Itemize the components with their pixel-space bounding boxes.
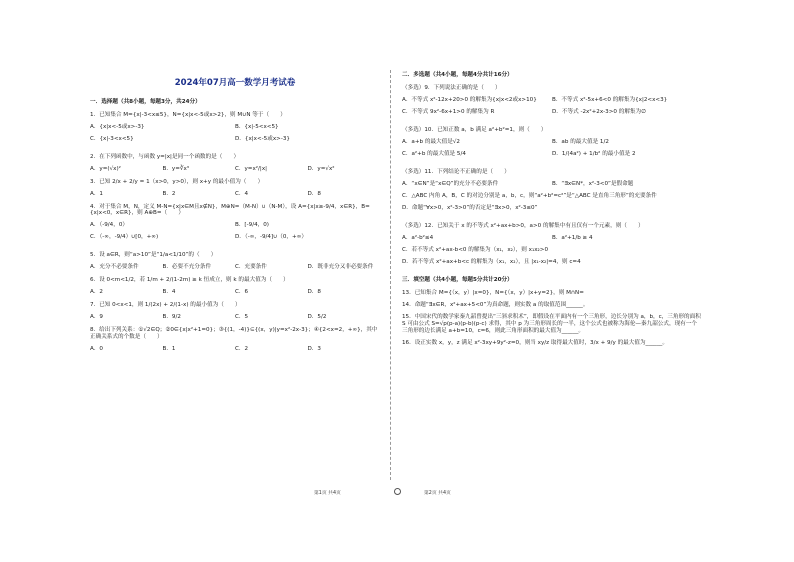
option-c: C．不等式 9x²-6x+1>0 的解集为 R: [402, 108, 495, 115]
question-text: （多选）9．下列说法正确的是（ ）: [402, 84, 501, 91]
binding-hole-icon: [394, 488, 401, 495]
option-c: C．4: [235, 190, 249, 197]
question-text: 14．命题“∃x∈R，x²+ax+5<0”为真命题，则实数 a 的取值范围______。: [402, 301, 589, 308]
option-b: B．[-9/4，0): [235, 222, 269, 229]
question-text: 5．设 a∈R，则“a>10”是“1/a<1/10”的（ ）: [90, 252, 217, 259]
option-b: B．必要不充分条件: [162, 264, 212, 271]
question-text: 6．设 0<m<1/2，若 1/m + 2/(1-2m) ≥ k 恒成立，则 k 的最大值为（ ）: [90, 277, 289, 284]
question-text: 8．给出下列关系：①√2∈Q；②0∈{x|x²+1=0}；③{(1，-4)}⊆{(x，y)|y=x²-2x-3}；④{2<x=2，+∞}，其中正确关系式的个数是（ ）: [90, 327, 378, 341]
question-7: [90, 302, 380, 321]
option-c: C．y=x²/|x|: [235, 165, 268, 172]
question-9: [402, 85, 702, 121]
option-b: B．a²+1/b ≥ 4: [552, 234, 593, 241]
question-14: [402, 302, 702, 309]
left-column: [90, 70, 380, 359]
question-text: 16．设正实数 x，y，z 满足 x²-3xy+9y²-z=0，则当 xy/z 取得最大值时，3/x + 9/y 的最大值为______。: [402, 339, 668, 346]
option-c: C．△ABC 内角 A，B，C 的对边分别是 a，b，c，则“a²+b²=c²”是“△ABC 是直角三角形”的充要条件: [402, 192, 657, 199]
option-c: C．2: [235, 346, 249, 353]
option-c: C．5: [235, 314, 249, 321]
option-b: B．1: [162, 346, 176, 353]
question-13: [402, 290, 702, 297]
option-b: B．2: [162, 190, 176, 197]
option-d: D．8: [307, 289, 321, 296]
option-d: D．不等式 -2x²+2x-3>0 的解集为∅: [552, 108, 646, 115]
option-d: D．{x|x<-5或x>-3}: [235, 135, 290, 142]
page-number-left: 第1页 共4页: [314, 491, 341, 496]
option-c: C．{x|-3<x<5}: [90, 135, 134, 142]
question-16: [402, 340, 702, 347]
option-c: C．6: [235, 289, 249, 296]
question-1: [90, 112, 380, 148]
column-divider: [390, 70, 391, 480]
question-11: [402, 169, 702, 217]
option-b: B．ab 的最大值是 1/2: [552, 138, 609, 145]
page-number-right: 第2页 共4页: [424, 491, 451, 496]
option-a: A．“x∈N”是“x∈Q”的充分不必要条件: [402, 180, 499, 187]
option-d: D．5/2: [307, 314, 327, 321]
question-text: （多选）12．已知关于 x 的不等式 x²+ax+b>0，a>0 的解集中有且仅有一个元素，则（ ）: [402, 222, 644, 229]
option-b: B．“∃x∈N*，x²-3<0”是假命题: [552, 180, 634, 187]
question-4: [90, 204, 380, 247]
question-text: 7．已知 0<x<1，则 1/(2x) + 2/(1-x) 的最小值为（ ）: [90, 302, 241, 309]
option-a: A．y=(√x)²: [90, 165, 121, 172]
question-3: [90, 179, 380, 198]
question-15: [402, 314, 702, 335]
option-c: C．（-∞，-9/4）∪[0，+∞): [90, 234, 159, 241]
question-text: 13．已知集合 M={（x，y）|x=0}，N={（x，y）|x+y=2}，则 M∩N=: [402, 289, 584, 296]
question-text: 3．已知 2/x + 2/y = 1（x>0，y>0），则 x+y 的最小值为（ ）: [90, 178, 264, 185]
question-text: （多选）10．已知正数 a，b 满足 a²+b²=1，则（ ）: [402, 126, 547, 133]
question-text: 1．已知集合 M={x|-3<x≤5}，N={x|x<-5或x>2}，则 M∪N 等于（ ）: [90, 111, 286, 118]
option-b: B．y=∛x³: [162, 165, 190, 172]
question-text: 2．在下列函数中，与函数 y=|x|是同一个函数的是（ ）: [90, 153, 240, 160]
option-d: D．3: [307, 346, 321, 353]
section-heading-choice: 一．选择题（共8小题，每题3分，共24分）: [90, 98, 201, 105]
option-b: B．不等式 x²-5x+6<0 的解集为{x|2<x<3}: [552, 96, 668, 103]
option-c: C．充要条件: [235, 264, 267, 271]
question-text: 15．中国宋代的数学家秦九韶曾提出“三斜求积术”，即假设在平面内有一个三角形，边长分别为 a，b，c，三角形的面积 S 可由公式 S=√p(p-a)(p-b)(p-c) 求得，其中 p 为三角形周长的一半，这个公式也被称为海伦—秦九韶公式，现有一个三角形的边长满足 a+b=10，c=6，则此三角形面积的最大值为______。: [402, 313, 701, 334]
option-d: D．既非充分又非必要条件: [307, 264, 374, 271]
option-a: A．a+b 的最大值是√2: [402, 138, 460, 145]
option-d: D．命题“∀x>0，x²-3>0”的否定是“∃x>0，x²-3≤0”: [402, 204, 538, 211]
option-a: A．9: [90, 314, 103, 321]
right-column: [402, 70, 702, 352]
option-d: D．8: [307, 190, 321, 197]
option-a: A．2: [90, 289, 103, 296]
question-text: 4．对于集合 M，N，定义 M-N={x|x∈M且x∉N}，M⊕N=（M-N）∪（N-M），设 A={x|x≥-9/4，x∈R}，B={x|x<0，x∈R}，则 A⊕B=（ ）: [90, 203, 370, 217]
question-2: [90, 154, 380, 173]
question-text: （多选）11．下列结论不正确的是（ ）: [402, 168, 510, 175]
option-a: A．0: [90, 346, 103, 353]
exam-title: 2024年07月高一数学月考试卷: [174, 78, 296, 88]
option-b: B．9/2: [162, 314, 181, 321]
option-a: A．a²-b²≤4: [402, 234, 434, 241]
question-6: [90, 277, 380, 296]
option-b: B．4: [162, 289, 176, 296]
question-8: [90, 327, 380, 353]
option-d: D．y=√x²: [307, 165, 335, 172]
option-d: D．1/(4a²) + 1/b² 的最小值是 2: [552, 150, 636, 157]
section-heading-fill: 三．填空题（共4小题，每题5分共计20分）: [402, 276, 513, 283]
question-12: [402, 223, 702, 271]
option-c: C．若不等式 x²+ax-b<0 的解集为（x₁，x₂），则 x₁x₂>0: [402, 246, 549, 253]
option-b: B．{x|-5<x<5}: [235, 123, 279, 130]
option-a: A．充分不必要条件: [90, 264, 139, 271]
option-c: C．a²+b 的最大值是 5/4: [402, 150, 466, 157]
option-a: A．不等式 x²-12x+20>0 的解集为{x|x<2或x>10}: [402, 96, 537, 103]
question-5: [90, 252, 380, 271]
option-a: A．{x|x<-5或x>-3}: [90, 123, 145, 130]
option-d: D．（-∞，-9/4]∪（0，+∞）: [235, 234, 307, 241]
option-d: D．若不等式 x²+ax+b<c 的解集为（x₁，x₂），且 |x₁-x₂|=4，则 c=4: [402, 258, 581, 265]
question-10: [402, 127, 702, 163]
section-heading-multi: 二．多选题（共4小题，每题4分共计16分）: [402, 72, 513, 78]
option-a: A．1: [90, 190, 103, 197]
option-a: A．（-9/4，0）: [90, 222, 128, 229]
